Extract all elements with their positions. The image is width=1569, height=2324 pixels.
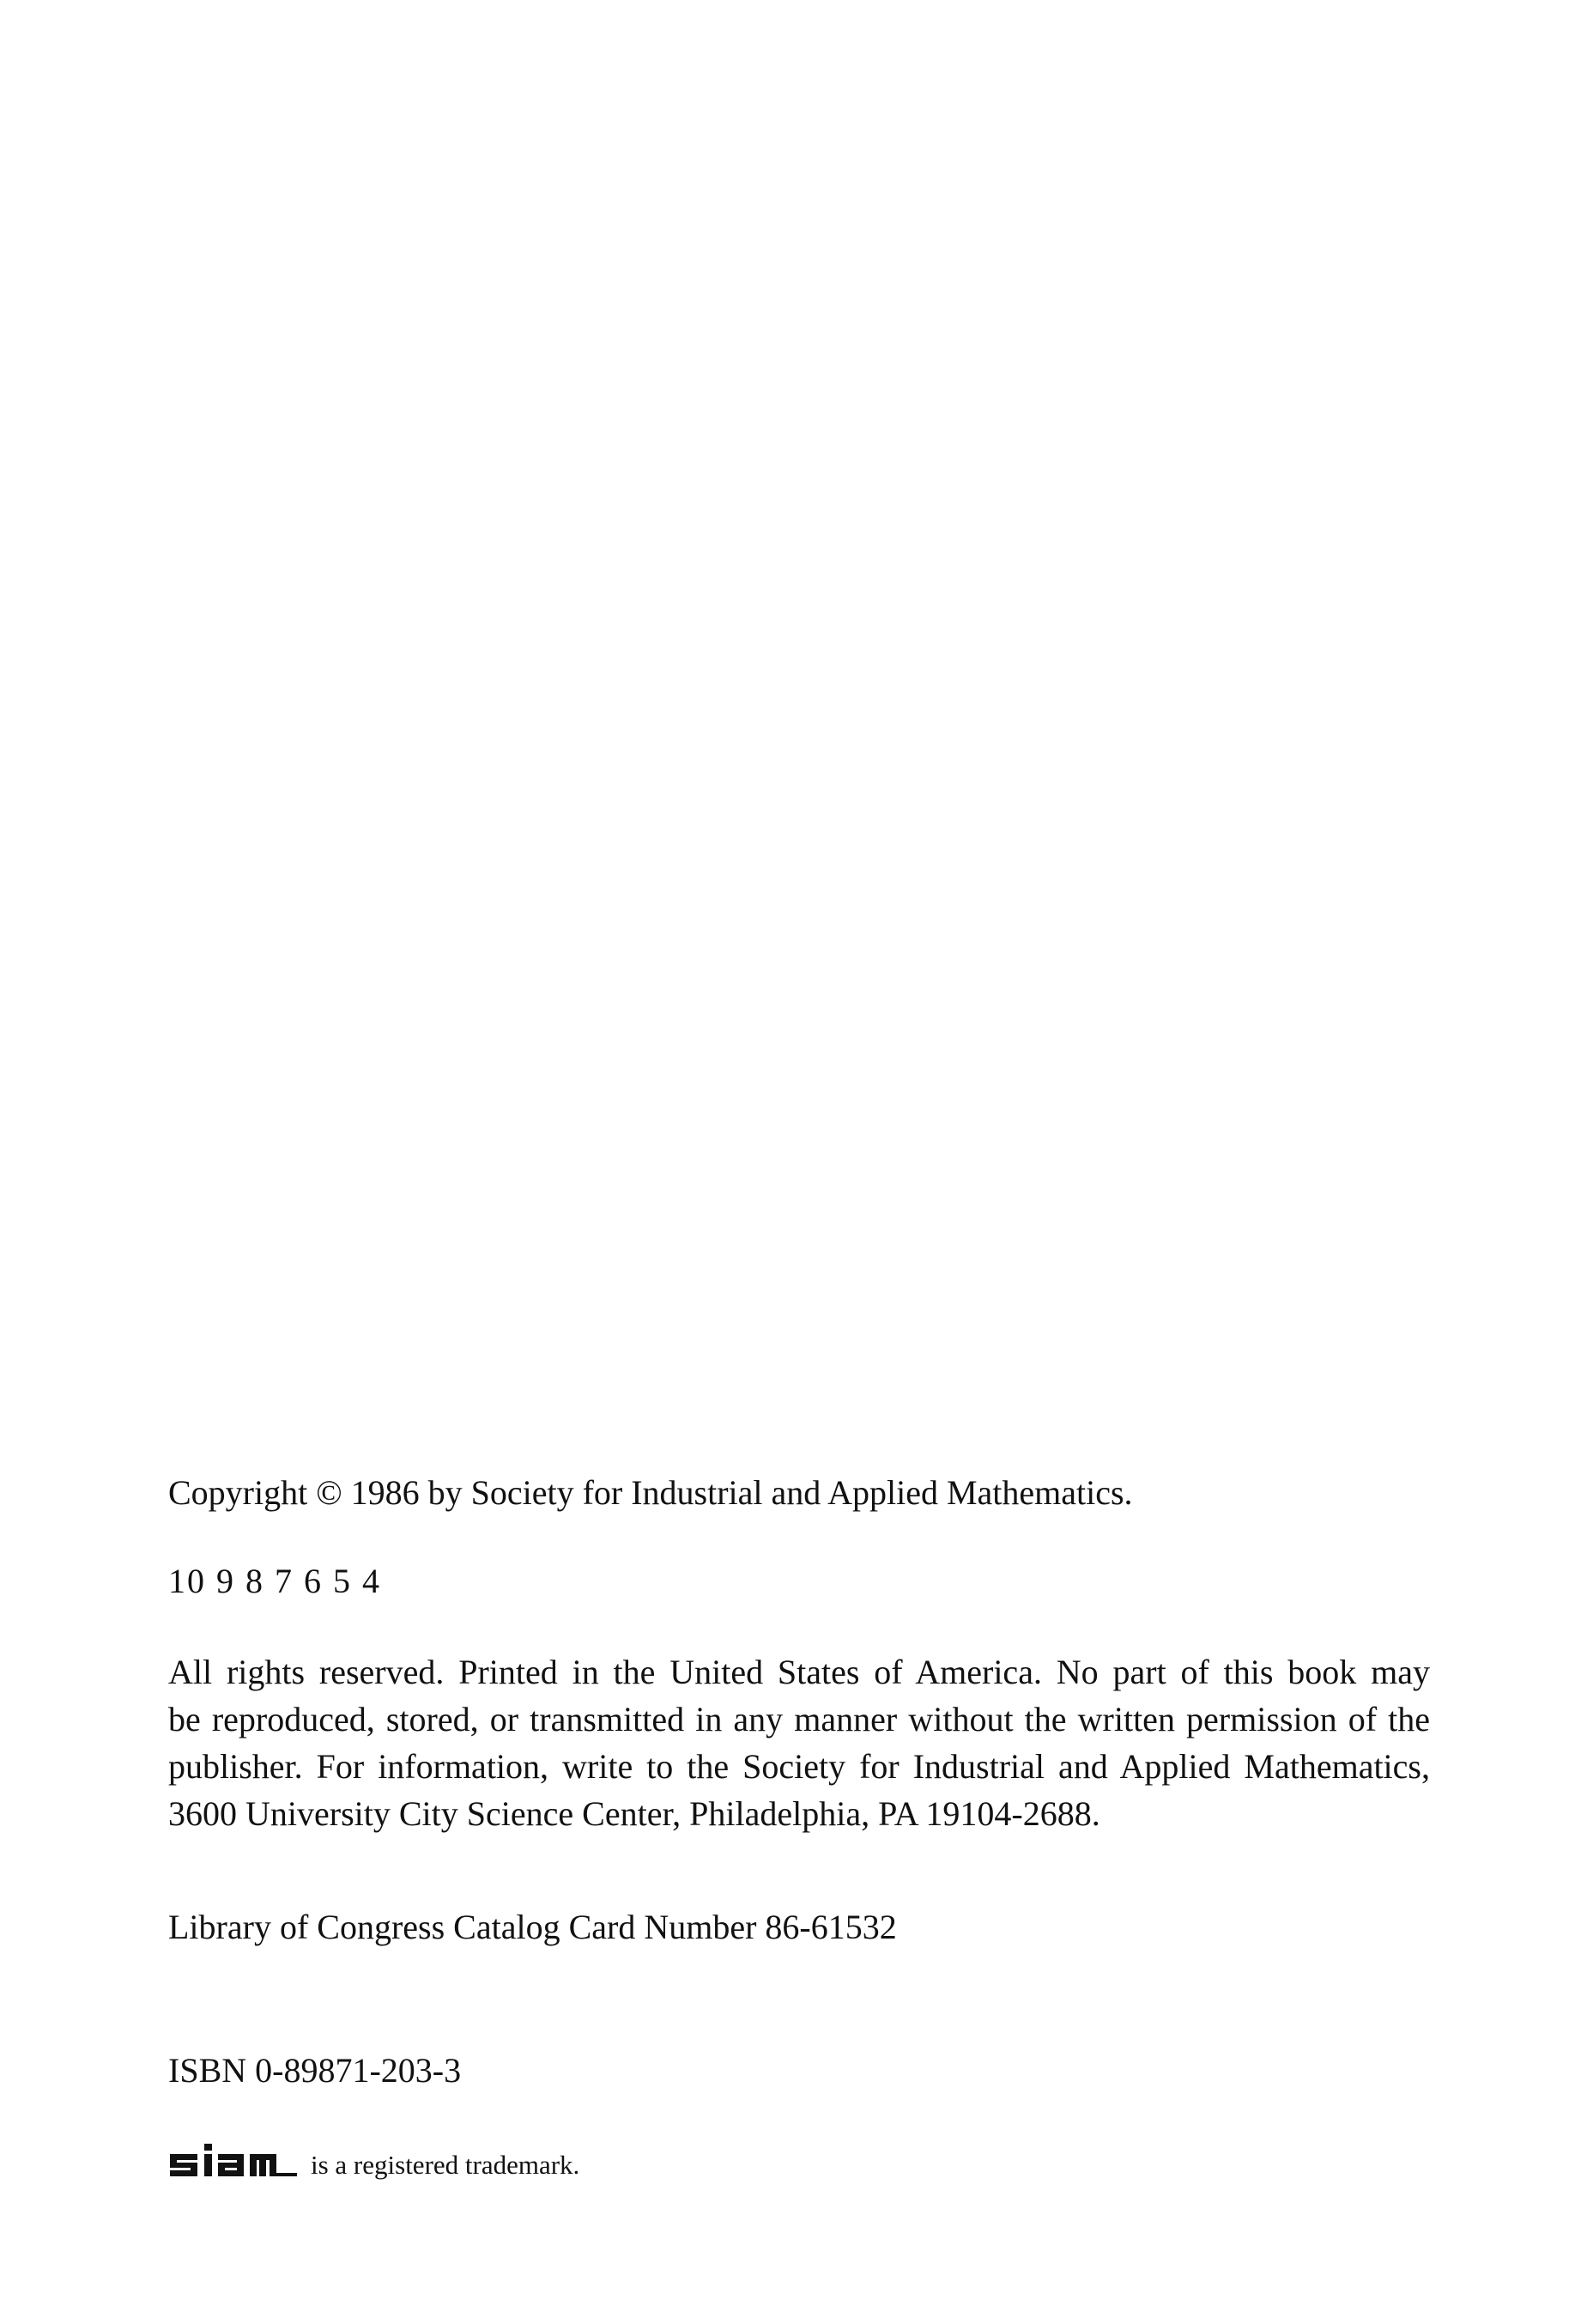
- lccn-line: Library of Congress Catalog Card Number 86-61532: [168, 1908, 897, 1946]
- rights-paragraph: [168, 1648, 1430, 1837]
- rights-line: All rights reserved. Printed in the United States of America. No part of this book may: [168, 1653, 1430, 1691]
- siam-logo: [168, 2142, 299, 2180]
- printing-numbers: 10 9 8 7 6 5 4: [168, 1562, 381, 1600]
- rights-line: be reproduced, stored, or transmitted in any manner without the written permission of the: [168, 1700, 1430, 1738]
- rights-line: publisher. For information, write to the Society for Industrial and Applied Mathematics,: [168, 1747, 1430, 1786]
- rights-line: 3600 University City Science Center, Philadelphia, PA 19104-2688.: [168, 1794, 1100, 1833]
- copyright-line: Copyright © 1986 by Society for Industrial and Applied Mathematics.: [168, 1473, 1133, 1512]
- trademark-notice: [168, 2142, 579, 2180]
- trademark-text: is a registered trademark.: [311, 2150, 580, 2180]
- isbn-line: ISBN 0-89871-203-3: [168, 2051, 462, 2090]
